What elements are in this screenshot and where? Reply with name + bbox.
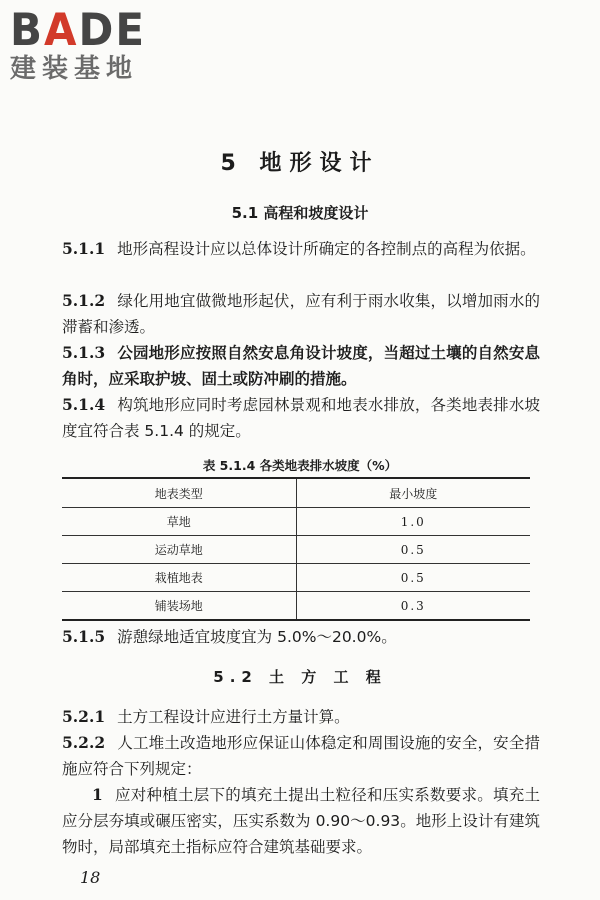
table-cell-type: 铺装场地	[62, 592, 296, 621]
clause-5-2-2-item-1: 1 应对种植土层下的填充土提出土粒径和压实系数要求。填充土应分层夯填或碾压密实，压实系数为 0.90～0.93。地形上设计有建筑物时，局部填充土指标应符合建筑基础要求。	[62, 785, 540, 856]
table-row	[62, 592, 530, 621]
logo-subtitle: 建装基地	[10, 54, 139, 84]
table-cell-type: 运动草地	[62, 536, 296, 564]
section-title-5-1: 5.1 高程和坡度设计	[231, 204, 369, 222]
logo	[10, 3, 185, 84]
table-header-row	[62, 478, 530, 508]
table-cell-slope: 1.0	[296, 508, 530, 536]
slope-table	[62, 477, 530, 621]
clause-5-2-1: 5.2.1 土方工程设计应进行土方量计算。	[62, 707, 350, 726]
table-header-cell: 地表类型	[62, 478, 296, 508]
clause-5-1-1: 5.1.1 地形高程设计应以总体设计所确定的各控制点的高程为依据。	[62, 239, 536, 258]
table-caption: 表 5.1.4 各类地表排水坡度（%）	[202, 458, 398, 473]
chapter-title: 5 地形设计	[220, 151, 380, 176]
table-row	[62, 564, 530, 592]
clause-5-1-2: 5.1.2 绿化用地宜做微地形起伏，应有利于雨水收集，以增加雨水的滞蓄和渗透。	[62, 291, 540, 336]
logo-wordmark: BADE	[10, 3, 147, 56]
table-cell-slope: 0.5	[296, 564, 530, 592]
table-cell-slope: 0.5	[296, 536, 530, 564]
clause-5-2-2: 5.2.2 人工堆土改造地形应保证山体稳定和周围设施的安全，安全措施应符合下列规定：	[62, 733, 540, 778]
table-row	[62, 536, 530, 564]
clause-5-1-4: 5.1.4 构筑地形应同时考虑园林景观和地表水排放，各类地表排水坡度宜符合表 5.1.4 的规定。	[62, 395, 540, 440]
clause-5-1-5: 5.1.5 游憩绿地适宜坡度宜为 5.0%～20.0%。	[62, 627, 397, 646]
table-cell-type: 草地	[62, 508, 296, 536]
table-cell-type: 栽植地表	[62, 564, 296, 592]
table-header-cell: 最小坡度	[296, 478, 530, 508]
page-number: 18	[80, 868, 101, 887]
table-cell-slope: 0.3	[296, 592, 530, 621]
clause-5-1-3: 5.1.3 公园地形应按照自然安息角设计坡度，当超过土壤的自然安息角时，应采取护坡、固土或防冲刷的措施。	[62, 343, 540, 388]
section-title-5-2: 5.2 土 方 工 程	[213, 668, 387, 686]
table-row	[62, 508, 530, 536]
